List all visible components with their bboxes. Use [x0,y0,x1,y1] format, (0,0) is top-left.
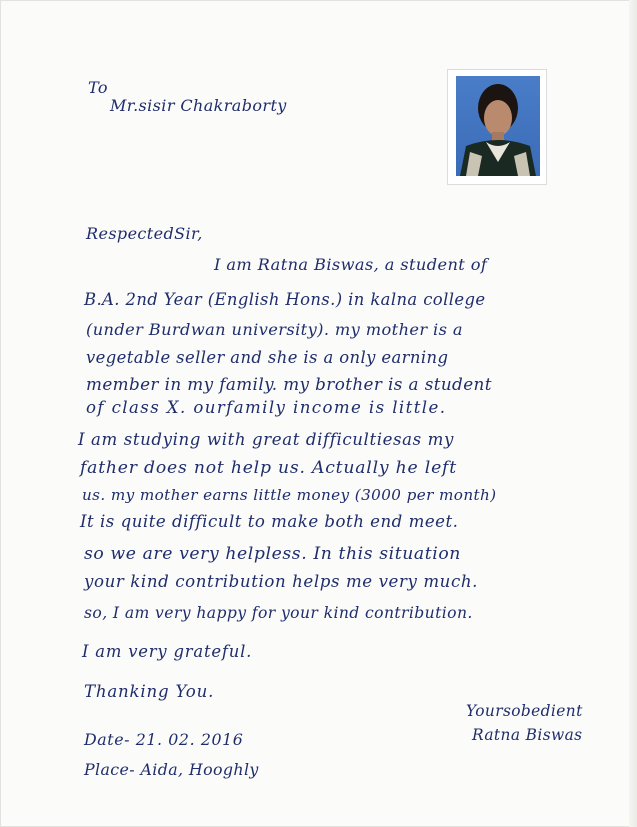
signoff: Yoursobedient [466,702,583,720]
page-edge [629,0,637,827]
date-line: Date- 21. 02. 2016 [84,730,244,749]
body-line: (under Burdwan university). my mother is a [86,320,463,339]
signature: Ratna Biswas [472,726,583,744]
photo-portrait [456,76,540,176]
body-line: of class X. ourfamily income is little. [86,398,447,417]
place-line: Place- Aida, Hooghly [84,760,259,779]
body-line: your kind contribution helps me very much. [84,572,479,591]
body-line: I am very grateful. [82,642,253,661]
body-line: us. my mother earns little money (3000 per month) [82,486,497,504]
recipient-name: Mr.sisir Chakraborty [110,96,287,115]
body-line: I am Ratna Biswas, a student of [214,255,488,274]
body-line: It is quite difficult to make both end meet. [80,512,459,531]
body-line: I am studying with great difficultiesas my [78,430,454,449]
body-line: father does not help us. Actually he left [80,458,457,478]
body-line: vegetable seller and she is a only earning [86,348,449,367]
body-line: B.A. 2nd Year (English Hons.) in kalna college [84,290,486,309]
salutation: RespectedSir, [86,224,203,243]
portrait-drawing [456,76,540,176]
body-line: so we are very helpless. In this situation [84,544,461,564]
to-label: To [88,78,108,97]
closing: Thanking You. [84,682,215,701]
passport-photo [448,70,546,184]
body-line: member in my family. my brother is a student [86,374,492,394]
body-line: so, I am very happy for your kind contribution. [84,604,473,622]
